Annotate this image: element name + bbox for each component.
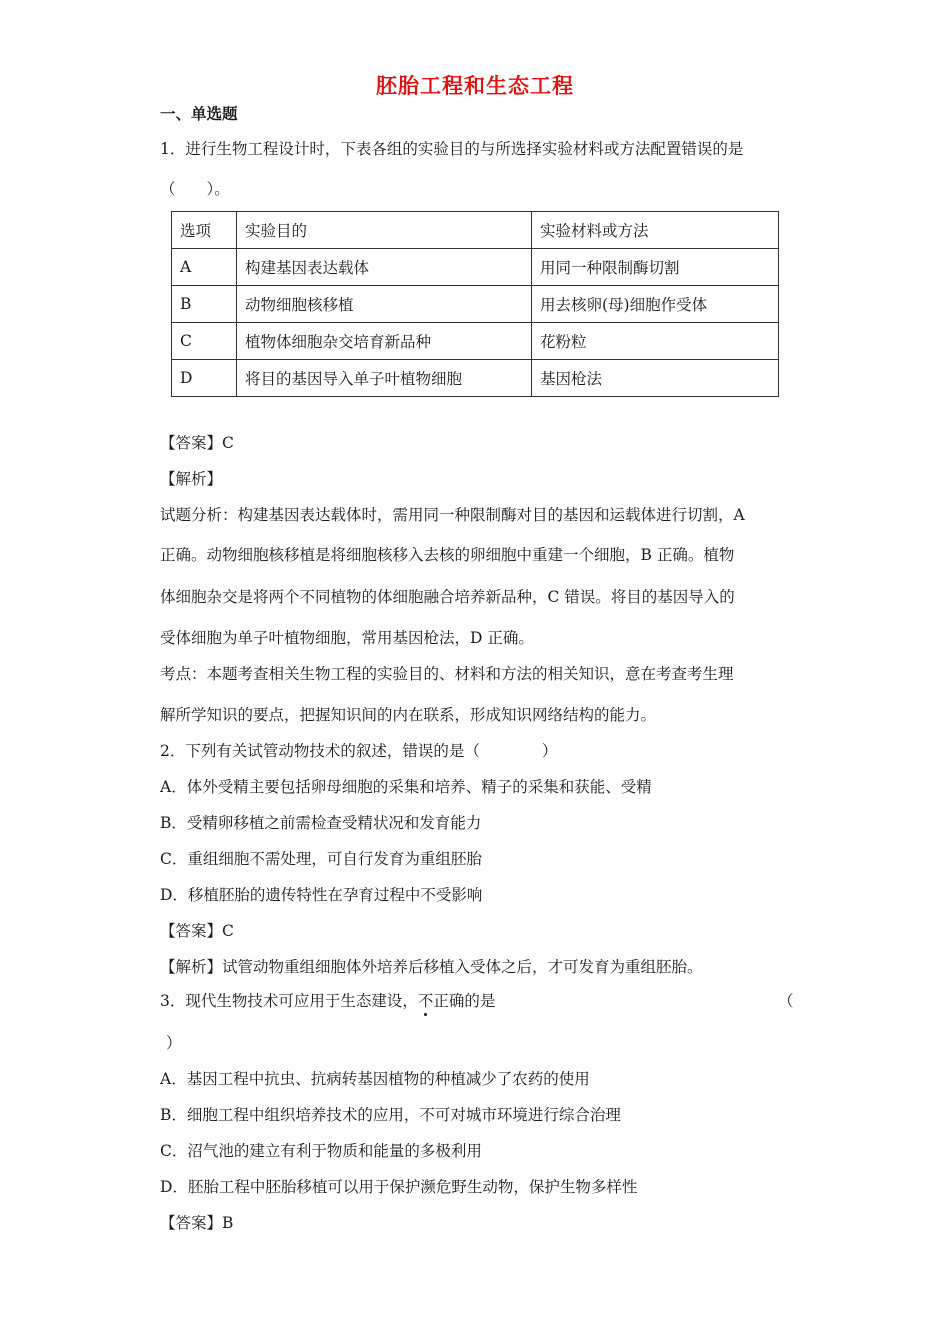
table-cell: A	[172, 249, 237, 286]
q3-stem	[160, 991, 495, 1011]
q3-option: A．基因工程中抗虫、抗病转基因植物的种植减少了农药的使用	[160, 1070, 590, 1088]
table-header-cell: 选项	[172, 212, 237, 249]
section-heading: 一、单选题	[160, 104, 238, 123]
q3-paren-close: ）	[166, 1034, 182, 1052]
q1-analysis-line: 试题分析：构建基因表达载体时，需用同一种限制酶对目的基因和运载体进行切割，A	[160, 506, 745, 524]
q3-option: C．沼气池的建立有利于物质和能量的多极利用	[160, 1142, 482, 1160]
q2-analysis-text: 试管动物重组细胞体外培养后移植入受体之后，才可发育为重组胚胎。	[222, 958, 703, 976]
document-title: 胚胎工程和生态工程	[376, 73, 574, 98]
q2-option: D．移植胚胎的遗传特性在孕育过程中不受影响	[160, 886, 483, 904]
q3-option: D．胚胎工程中胚胎移植可以用于保护濒危野生动物，保护生物多样性	[160, 1178, 638, 1196]
table-header-cell: 实验目的	[237, 212, 532, 249]
q1-stem-line1: 1．进行生物工程设计时，下表各组的实验目的与所选择实验材料或方法配置错误的是	[160, 140, 744, 158]
q2-analysis	[160, 957, 703, 977]
q1-analysis-line: 正确。动物细胞核移植是将细胞核移入去核的卵细胞中重建一个细胞，B 正确。植物	[160, 546, 735, 564]
q3-option: B．细胞工程中组织培养技术的应用，不可对城市环境进行综合治理	[160, 1106, 621, 1124]
q1-stem-line2: （ ）。	[160, 180, 230, 198]
q1-analysis-line: 考点：本题考查相关生物工程的实验目的、材料和方法的相关知识，意在考查考生理	[160, 665, 734, 683]
q2-answer: 【答案】C	[160, 922, 234, 940]
q2-stem: 2．下列有关试管动物技术的叙述，错误的是（ ）	[160, 742, 558, 760]
q1-analysis-label: 【解析】	[160, 470, 223, 488]
q2-option: C．重组细胞不需处理，可自行发育为重组胚胎	[160, 850, 482, 868]
table-cell: D	[172, 360, 237, 397]
table-header-row	[172, 212, 779, 249]
table-row	[172, 286, 779, 323]
q3-stem-emphasis: 不	[417, 992, 434, 1010]
q2-analysis-label: 【解析】	[160, 958, 223, 976]
q2-option: B．受精卵移植之前需检查受精状况和发育能力	[160, 814, 482, 832]
table-header-cell: 实验材料或方法	[532, 212, 779, 249]
q1-analysis-line: 体细胞杂交是将两个不同植物的体细胞融合培养新品种，C 错误。将目的基因导入的	[160, 588, 735, 606]
table-cell: 将目的基因导入单子叶植物细胞	[237, 360, 532, 397]
q3-paren-open: （	[778, 992, 794, 1010]
table-cell: 用去核卵(母)细胞作受体	[532, 286, 779, 323]
table-row	[172, 360, 779, 397]
table-cell: 花粉粒	[532, 323, 779, 360]
q3-answer: 【答案】B	[160, 1214, 234, 1232]
table-row	[172, 249, 779, 286]
table-cell: 动物细胞核移植	[237, 286, 532, 323]
q1-analysis-line: 解所学知识的要点，把握知识间的内在联系，形成知识网络结构的能力。	[160, 706, 657, 724]
table-cell: 用同一种限制酶切割	[532, 249, 779, 286]
q1-options-table	[171, 211, 779, 397]
q3-stem-pre: 3．现代生物技术可应用于生态建设，	[160, 992, 418, 1010]
q1-answer: 【答案】C	[160, 434, 234, 452]
q2-option: A．体外受精主要包括卵母细胞的采集和培养、精子的采集和获能、受精	[160, 778, 652, 796]
table-cell: B	[172, 286, 237, 323]
q3-stem-post: 正确的是	[433, 992, 496, 1010]
q1-analysis-line: 受体细胞为单子叶植物细胞，常用基因枪法，D 正确。	[160, 629, 534, 647]
table-cell: C	[172, 323, 237, 360]
table-cell: 基因枪法	[532, 360, 779, 397]
table-cell: 植物体细胞杂交培育新品种	[237, 323, 532, 360]
table-cell: 构建基因表达载体	[237, 249, 532, 286]
table-row	[172, 323, 779, 360]
